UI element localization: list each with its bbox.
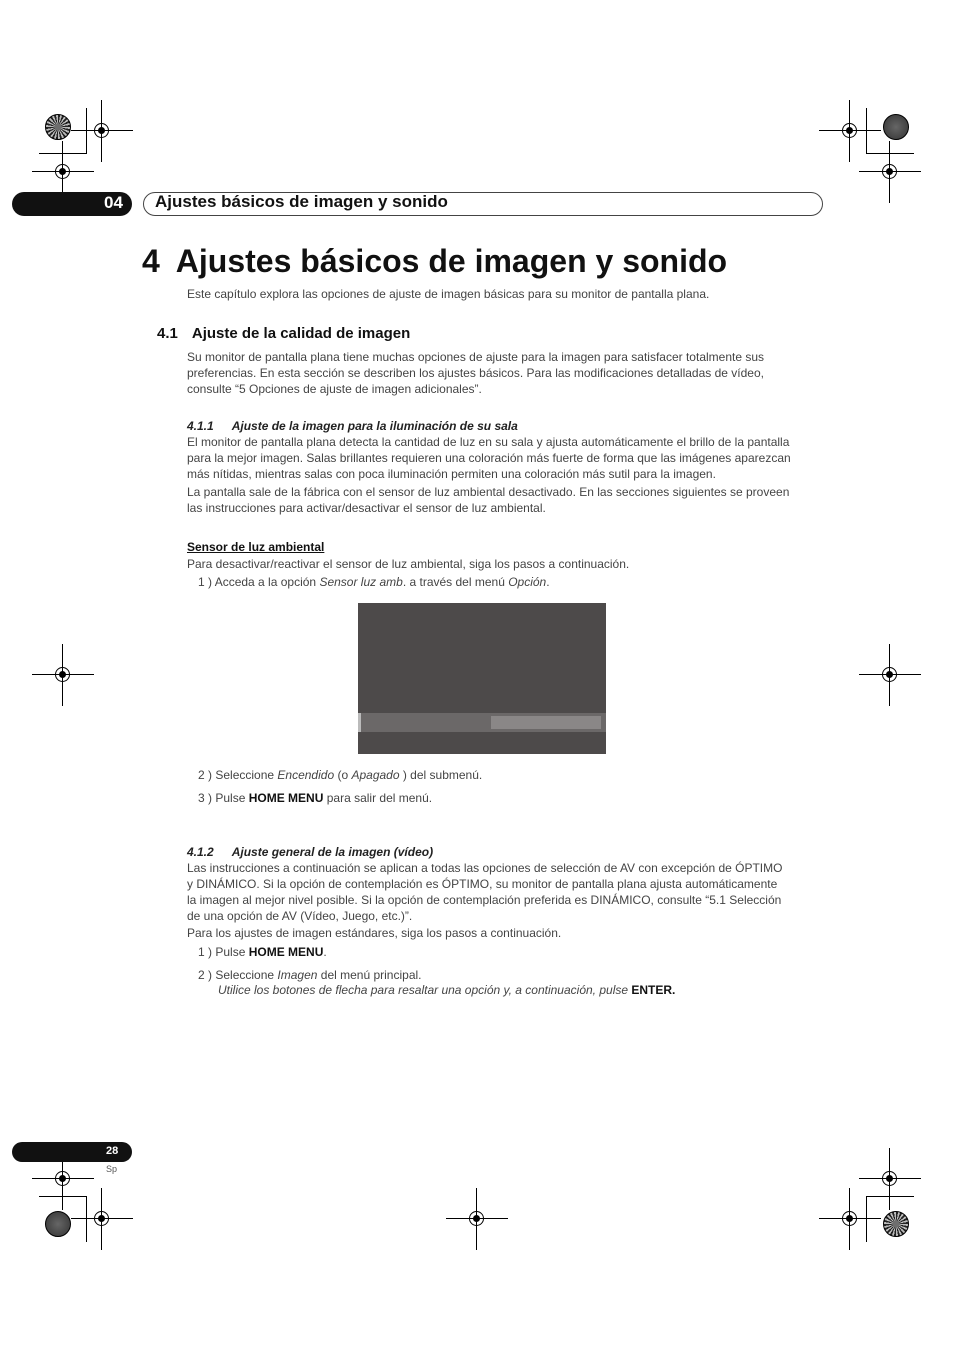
step-text: . [323, 945, 327, 959]
menu-cursor [358, 713, 361, 732]
button-name: HOME MENU [248, 945, 324, 959]
step-text: para salir del menú. [323, 791, 433, 805]
text-line: para la mejor imagen. Salas brillantes requieren una coloración más fuerte de forma que las imágenes aparezcan [187, 451, 791, 465]
menu-option-box [491, 716, 601, 729]
subsection-title [187, 845, 433, 859]
menu-name: Opción [508, 575, 547, 589]
trim-line [866, 1196, 867, 1242]
paragraph [187, 434, 823, 482]
step-number: 1 ) [198, 945, 213, 959]
step-text: Acceda a la opción [214, 575, 320, 589]
step-note [218, 983, 675, 997]
text-line: más nítidas, mientras salas con poca iluminación permiten una coloración más sutil para la imagen. [187, 467, 716, 481]
registration-mark-icon [71, 1188, 133, 1250]
registration-mark-icon [859, 644, 921, 706]
chapter-title-text: Ajustes básicos de imagen y sonido [175, 243, 728, 279]
text-line: de una opción de AV (Vídeo, Juego, etc.)”. [187, 909, 413, 923]
step-1 [198, 574, 550, 590]
step-number: 1 ) [198, 575, 213, 589]
step-text: . [546, 575, 550, 589]
step-text: Seleccione [215, 768, 278, 782]
registration-mark-icon [859, 141, 921, 203]
step-text: Pulse [215, 791, 249, 805]
step-text: Seleccione [215, 968, 278, 982]
color-bar-icon [45, 1211, 71, 1237]
paragraph: Para los ajustes de imagen estándares, siga los pasos a continuación. [187, 926, 562, 940]
chapter-intro: Este capítulo explora las opciones de ajuste de imagen básicas para su monitor de pantalla plana. [187, 287, 710, 301]
text-line: y DINÁMICO. Si la opción de contemplación es ÓPTIMO, su monitor de pantalla plana ajusta automáticamente [187, 877, 778, 891]
text-line: La pantalla sale de la fábrica con el sensor de luz ambiental desactivado. En las secciones siguientes se proveen [187, 485, 790, 499]
note-text: Utilice los botones de flecha para resaltar una opción y, a continuación, pulse [218, 983, 632, 997]
step-text: Pulse [215, 945, 249, 959]
trim-line [86, 108, 87, 154]
sensor-heading: Sensor de luz ambiental [187, 540, 325, 554]
step-2 [198, 767, 482, 783]
chapter-title-number: 4 [142, 243, 160, 279]
step-2 [198, 967, 422, 983]
menu-item-name: Sensor luz amb [319, 575, 403, 589]
sensor-intro: Para desactivar/reactivar el sensor de luz ambiental, siga los pasos a continuación. [187, 557, 630, 571]
step-number: 3 ) [198, 791, 213, 805]
step-number: 2 ) [198, 968, 213, 982]
text-line: preferencias. En esta sección se describen los ajustes básicos. Para las modificaciones detalladas de vídeo, [187, 366, 764, 380]
subsection-title-text: Ajuste de la imagen para la iluminación de su sala [231, 419, 518, 433]
color-bar-icon [883, 1211, 909, 1237]
paragraph [187, 860, 823, 924]
chapter-title [142, 243, 727, 280]
trim-line [39, 153, 87, 154]
trim-line [866, 1196, 914, 1197]
trim-line [866, 153, 914, 154]
step-text: . a través del menú [402, 575, 509, 589]
color-bar-icon [45, 114, 71, 140]
registration-mark-icon [446, 1188, 508, 1250]
section-number: 4.1 [157, 325, 178, 342]
trim-line [866, 108, 867, 154]
step-1 [198, 944, 327, 960]
section-title [157, 325, 410, 342]
text-line: consulte “5 Opciones de ajuste de imagen adicionales”. [187, 382, 482, 396]
page-number: 28 [106, 1145, 119, 1157]
menu-name: Imagen [277, 968, 318, 982]
text-line: Las instrucciones a continuación se aplican a todas las opciones de selección de AV con excepción de ÓPTIMO [187, 861, 783, 875]
text-line: las instrucciones para activar/desactivar el sensor de luz ambiental. [187, 501, 546, 515]
registration-mark-icon [859, 1148, 921, 1210]
subsection-number: 4.1.1 [187, 419, 214, 433]
subsection-title [187, 419, 518, 433]
subsection-number: 4.1.2 [187, 845, 214, 859]
trim-line [86, 1196, 87, 1242]
chapter-number: 04 [104, 193, 123, 212]
language-code: Sp [106, 1164, 118, 1174]
step-3 [198, 790, 432, 806]
button-name: ENTER. [631, 983, 676, 997]
step-number: 2 ) [198, 768, 213, 782]
paragraph [187, 484, 823, 516]
trim-line [39, 1196, 87, 1197]
color-bar-icon [883, 114, 909, 140]
text-line: la imagen al mejor nivel posible. Si la opción de contemplación preferida es DINÁMICO, consulte “5.1 Selección [187, 893, 782, 907]
button-name: HOME MENU [248, 791, 324, 805]
text-line: El monitor de pantalla plana detecta la cantidad de luz en su sala y ajusta automáticamente el brillo de la pantalla [187, 435, 790, 449]
registration-mark-icon [32, 644, 94, 706]
step-text: ) del submenú. [399, 768, 483, 782]
header-title: Ajustes básicos de imagen y sonido [155, 192, 448, 211]
subsection-title-text: Ajuste general de la imagen (vídeo) [231, 845, 434, 859]
option-name: Encendido [277, 768, 335, 782]
section-title-text: Ajuste de la calidad de imagen [191, 325, 411, 342]
option-name: Apagado [351, 768, 400, 782]
step-text: del menú principal. [317, 968, 422, 982]
step-text: (o [334, 768, 352, 782]
text-line: Su monitor de pantalla plana tiene muchas opciones de ajuste para la imagen para satisfacer totalmente sus [187, 350, 765, 364]
section-paragraph [187, 349, 823, 397]
